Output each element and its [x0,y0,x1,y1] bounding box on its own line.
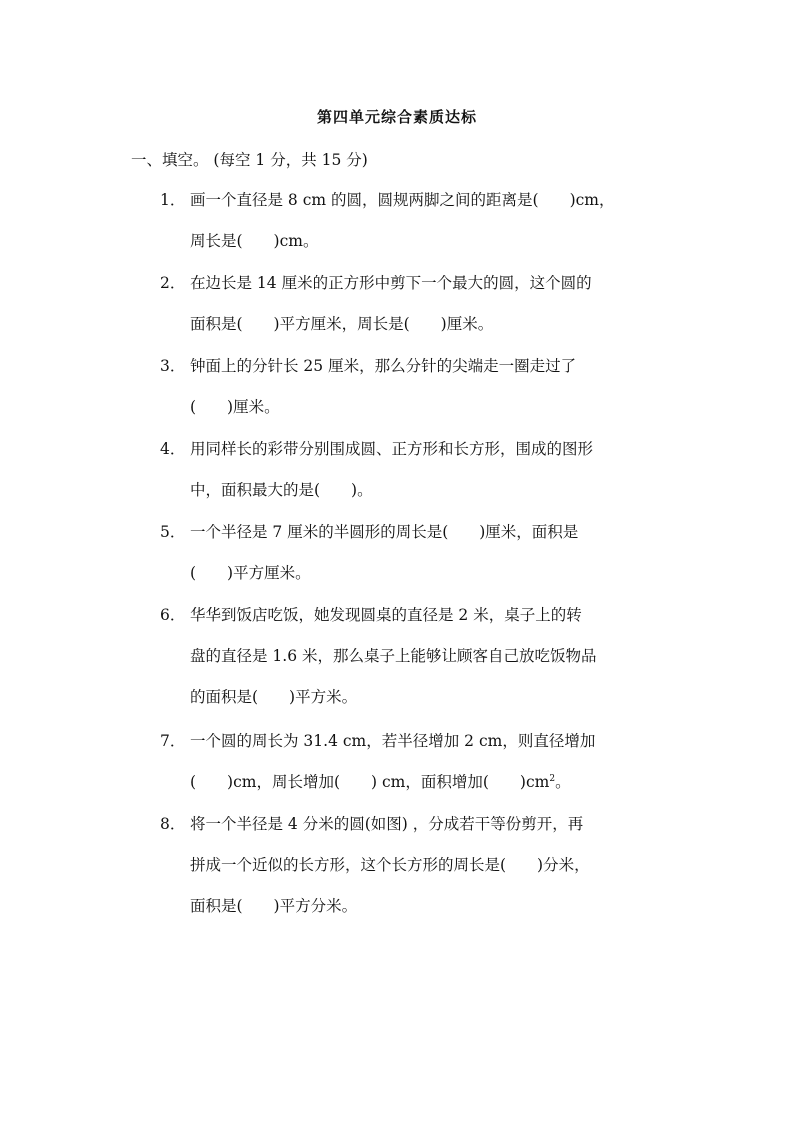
question-text: ( )cm，周长增加( ) cm，面积增加( )cm [190,773,550,791]
question-2 [160,263,680,345]
question-6 [160,595,680,718]
question-text: 一个半径是 7 厘米的半圆形的周长是( )厘米，面积是 [190,523,579,541]
page-title: 第四单元综合素质达标 [316,108,477,126]
question-text: 周长是( )cm。 [190,232,319,250]
question-text: 的面积是( )平方米。 [190,688,358,706]
question-text: 面积是( )平方厘米，周长是( )厘米。 [190,315,494,333]
question-text: 。 [555,773,571,791]
question-number: 8． [160,815,186,833]
question-text: 钟面上的分针长 25 厘米，那么分针的尖端走一圈走过了 [190,357,577,375]
question-text: 盘的直径是 1.6 米，那么桌子上能够让顾客自己放吃饭物品 [190,647,597,665]
question-text: 面积是( )平方分米。 [190,897,358,915]
question-8 [160,804,680,927]
question-text: 中，面积最大的是( )。 [190,481,373,499]
question-5 [160,512,680,594]
question-number: 6． [160,606,186,624]
question-number: 5． [160,523,186,541]
question-text: ( )平方厘米。 [190,564,311,582]
question-1 [160,180,680,262]
section-heading: 一、填空。 (每空 1 分，共 15 分) [131,151,368,169]
question-number: 3． [160,357,186,375]
question-number: 4． [160,440,186,458]
question-text: 拼成一个近似的长方形，这个长方形的周长是( )分米， [190,856,590,874]
question-text: 华华到饭店吃饭，她发现圆桌的直径是 2 米，桌子上的转 [190,606,582,624]
question-number: 7． [160,732,186,750]
question-7 [160,721,680,803]
question-number: 2． [160,274,186,292]
question-number: 1． [160,191,186,209]
question-text: 用同样长的彩带分别围成圆、正方形和长方形，围成的图形 [190,440,594,458]
superscript: 2 [549,773,556,784]
question-text: 将一个半径是 4 分米的圆(如图) ，分成若干等份剪开，再 [190,815,584,833]
question-text: 画一个直径是 8 cm 的圆，圆规两脚之间的距离是( )cm， [190,191,615,209]
question-text: ( )厘米。 [190,398,280,416]
question-4 [160,429,680,511]
question-text: 一个圆的周长为 31.4 cm，若半径增加 2 cm，则直径增加 [190,732,596,750]
question-text: 在边长是 14 厘米的正方形中剪下一个最大的圆，这个圆的 [190,274,592,292]
question-3 [160,346,680,428]
